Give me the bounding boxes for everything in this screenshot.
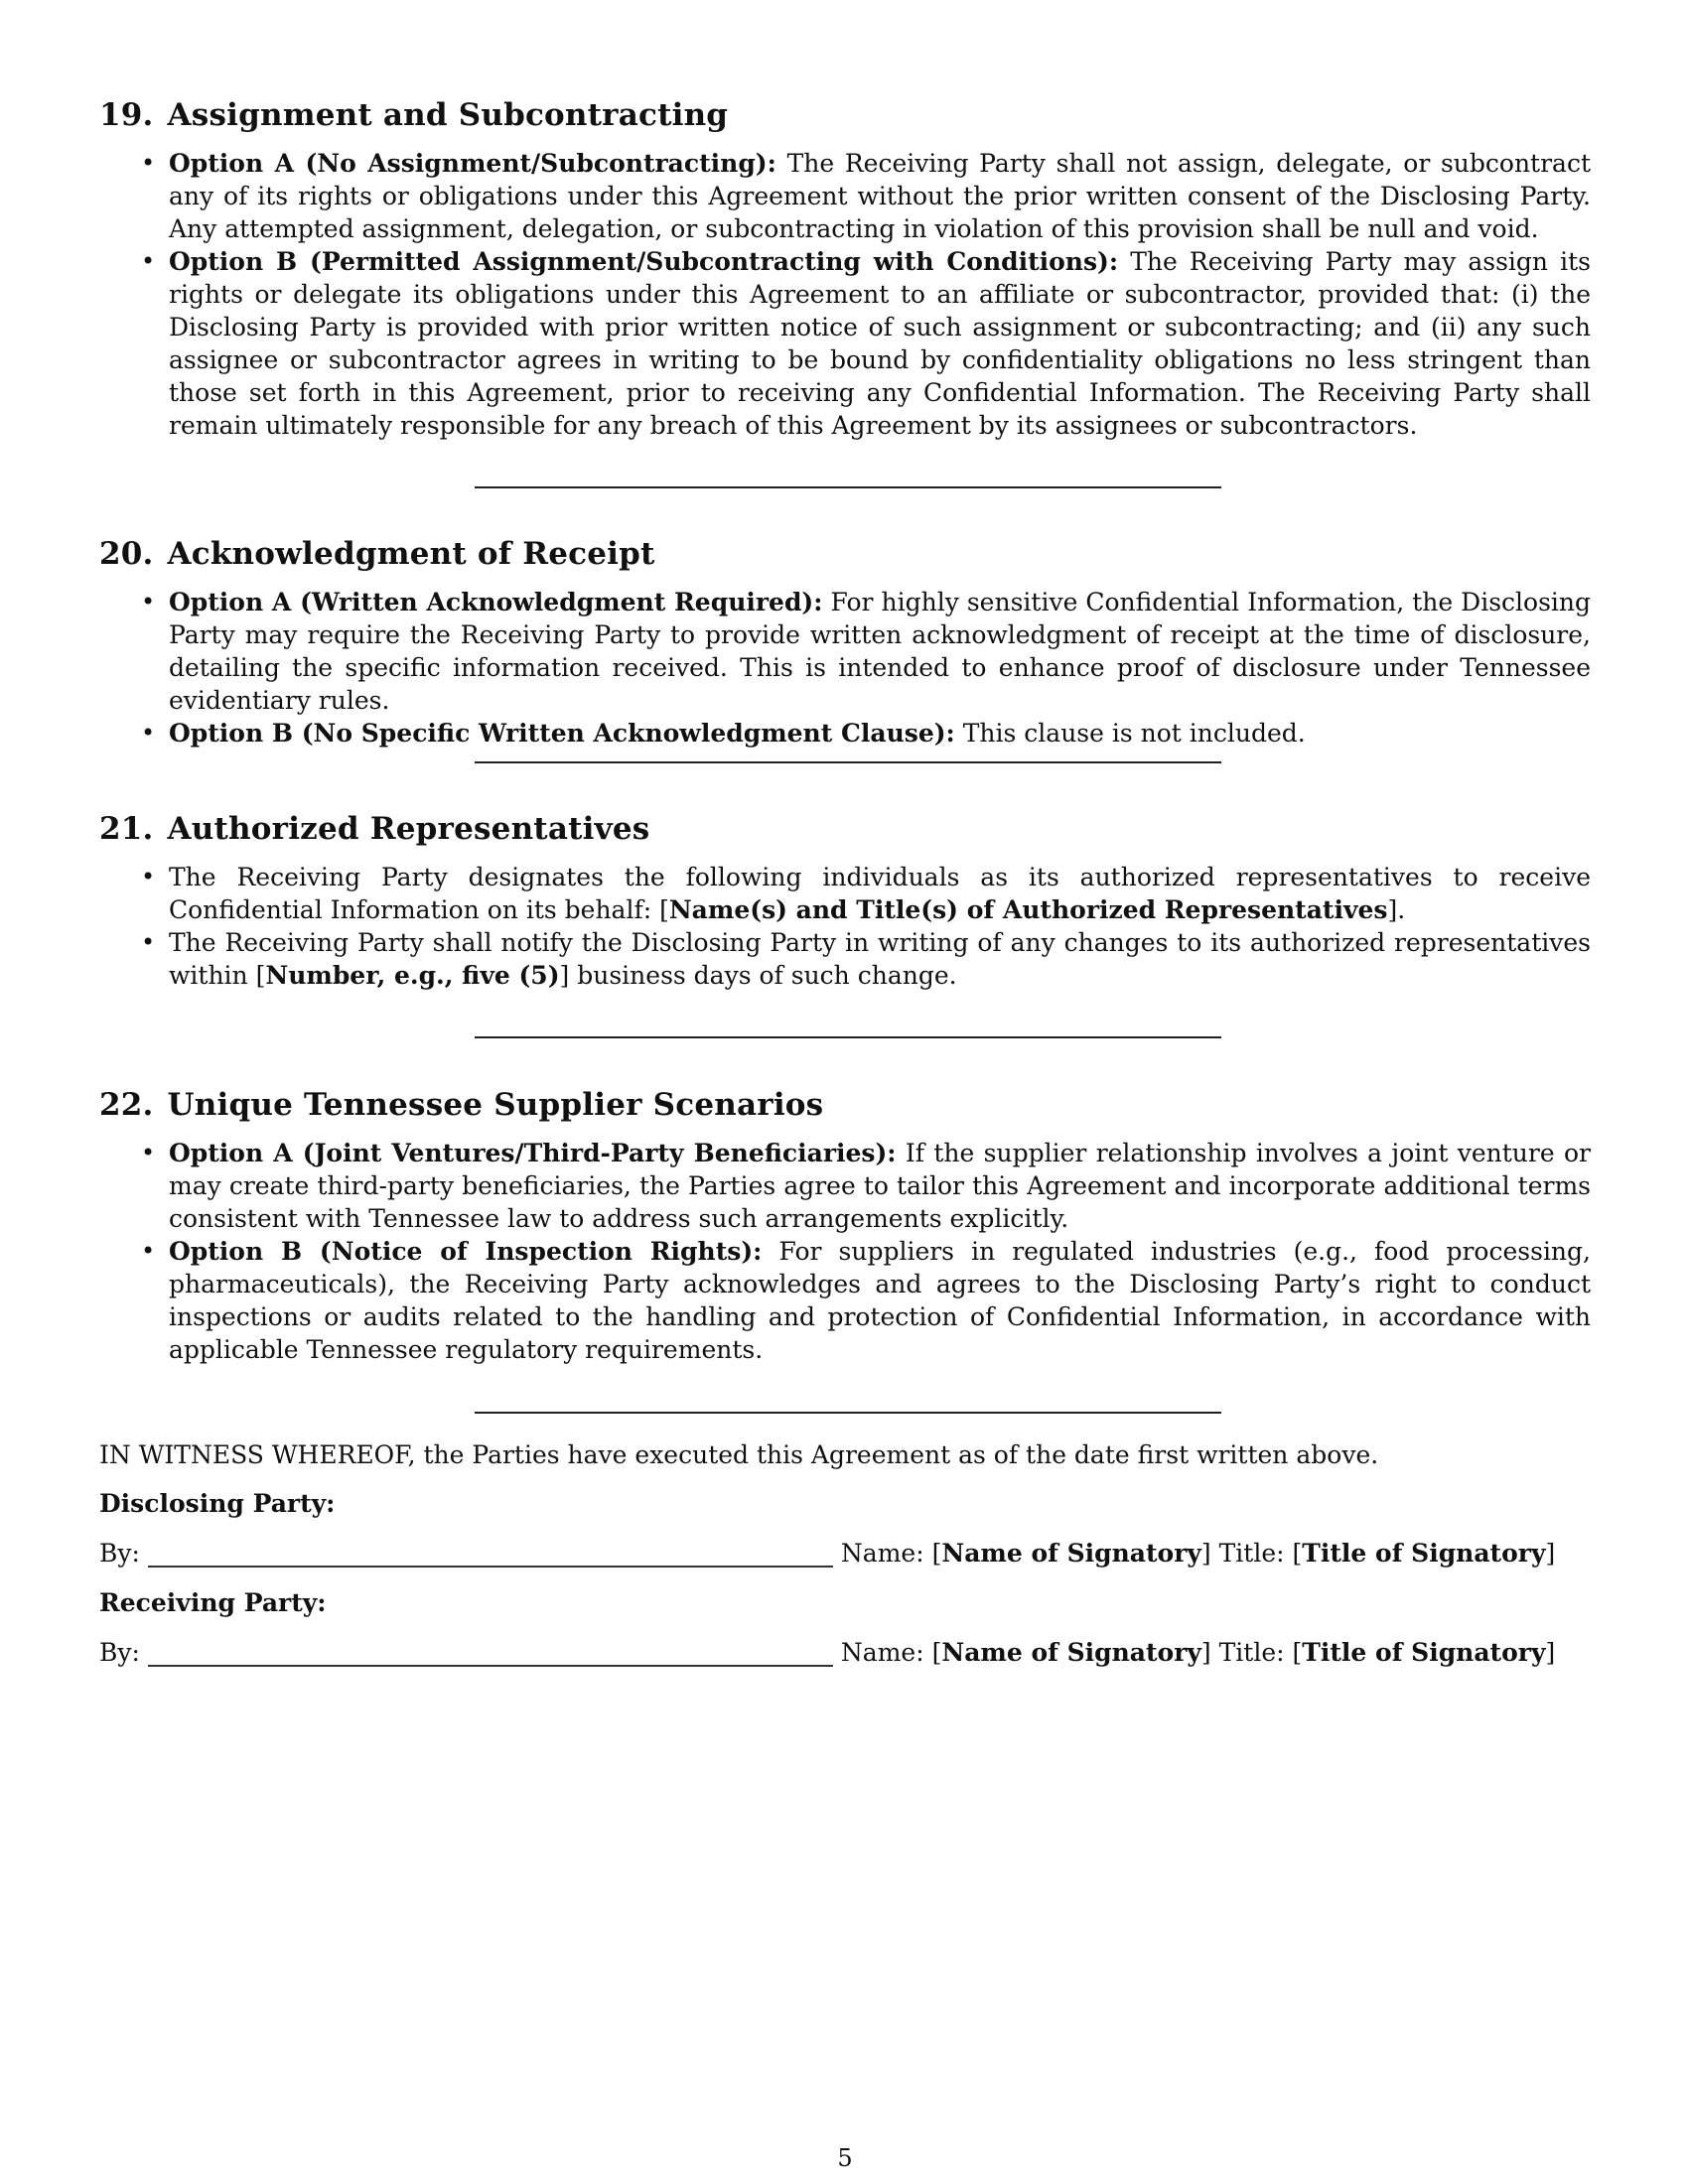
- section-22: [99, 1085, 1591, 1366]
- option-list: [99, 1137, 1591, 1366]
- section-heading: 20. Acknowledgment of Receipt: [99, 536, 655, 572]
- option-label: Option A (Written Acknowledgment Required):: [169, 588, 823, 616]
- disclosing-party-label: Disclosing Party:: [99, 1489, 336, 1518]
- section-heading: 22. Unique Tennessee Supplier Scenarios: [99, 1087, 824, 1123]
- placeholder-field: Number, e.g., five (5): [265, 961, 560, 990]
- list-item: • The Receiving Party designates the following individuals as its authorized representatives to receive Confidential Information on its behalf: [Name(s) and Title(s) of Authorized Representatives].: [99, 861, 1591, 926]
- option-label: Option B (No Specific Written Acknowledgment Clause):: [169, 719, 955, 748]
- option-text: This clause is not included.: [962, 719, 1306, 748]
- option-list: [99, 147, 1591, 442]
- page-number: 5: [837, 2144, 853, 2172]
- option-label: Option A (No Assignment/Subcontracting):: [169, 149, 776, 178]
- placeholder-field: Name(s) and Title(s) of Authorized Representatives: [668, 895, 1388, 924]
- option-list: [99, 586, 1591, 750]
- representative-list: [99, 861, 1591, 992]
- option-label: Option B (Permitted Assignment/Subcontracting with Conditions):: [169, 247, 1119, 276]
- section-divider: [475, 1036, 1221, 1038]
- witness-statement: IN WITNESS WHEREOF, the Parties have executed this Agreement as of the date first written above.: [99, 1440, 1379, 1469]
- option-text: For highly sensitive Confidential Information, the Disclosing Party may require the Receiving Party to provide written acknowledgment of receipt at the time of disclosure, detailing the specific information received. This is intended to enhance proof of disclosure under Tennessee evidentiary rules.: [169, 588, 1591, 715]
- option-text: If the supplier relationship involves a joint venture or may create third-party beneficiaries, the Parties agree to tailor this Agreement and incorporate additional terms consistent with Tennessee law to address such arrangements explicitly.: [169, 1139, 1592, 1233]
- disclosing-signature-line: By: Name: [Name of Signatory] Title: [Title of Signatory]: [99, 1539, 1556, 1568]
- section-divider: [475, 761, 1221, 763]
- option-text: The Receiving Party may assign its rights or delegate its obligations under this Agreement to an affiliate or subcontractor, provided that: (i) the Disclosing Party is provided with prior written notice of such assignment or subcontracting; and (ii) any such assignee or subcontractor agrees in writing to be bound by confidentiality obligations no less stringent than those set forth in this Agreement, prior to receiving any Confidential Information. The Receiving Party shall remain ultimately responsible for any breach of this Agreement by its assignees or subcontractors.: [169, 247, 1591, 440]
- list-item: [99, 1137, 1591, 1235]
- list-item: [99, 586, 1591, 717]
- receiving-signature-line: By: Name: [Name of Signatory] Title: [Title of Signatory]: [99, 1638, 1556, 1667]
- section-21: [99, 809, 1591, 992]
- option-label: Option B (Notice of Inspection Rights):: [169, 1237, 763, 1266]
- receiving-party-label: Receiving Party:: [99, 1588, 327, 1617]
- section-20: [99, 534, 1591, 750]
- section-divider: [475, 486, 1221, 488]
- option-text: For suppliers in regulated industries (e.g., food processing, pharmaceuticals), the Receiving Party acknowledges and agrees to the Disclosing Party’s right to conduct inspections or audits related to the handling and protection of Confidential Information, in accordance with applicable Tennessee regulatory requirements.: [169, 1237, 1591, 1364]
- list-item: • The Receiving Party shall notify the Disclosing Party in writing of any changes to its authorized representatives within [Number, e.g., five (5)] business days of such change.: [99, 926, 1591, 992]
- option-label: Option A (Joint Ventures/Third-Party Beneficiaries):: [169, 1139, 897, 1167]
- option-text: The Receiving Party shall not assign, delegate, or subcontract any of its rights or obligations under this Agreement without the prior written consent of the Disclosing Party. Any attempted assignment, delegation, or subcontracting in violation of this provision shall be null and void.: [169, 149, 1591, 243]
- list-item: [99, 1235, 1591, 1366]
- signature-field[interactable]: [148, 1564, 833, 1568]
- list-item: [99, 245, 1591, 442]
- signature-field[interactable]: [148, 1663, 833, 1667]
- section-19: [99, 95, 1591, 442]
- section-heading: 21. Authorized Representatives: [99, 811, 650, 847]
- list-item: [99, 717, 1591, 750]
- section-heading: 19. Assignment and Subcontracting: [99, 97, 729, 133]
- list-item: [99, 147, 1591, 245]
- document-page: [99, 0, 1591, 2184]
- section-divider: [475, 1412, 1221, 1414]
